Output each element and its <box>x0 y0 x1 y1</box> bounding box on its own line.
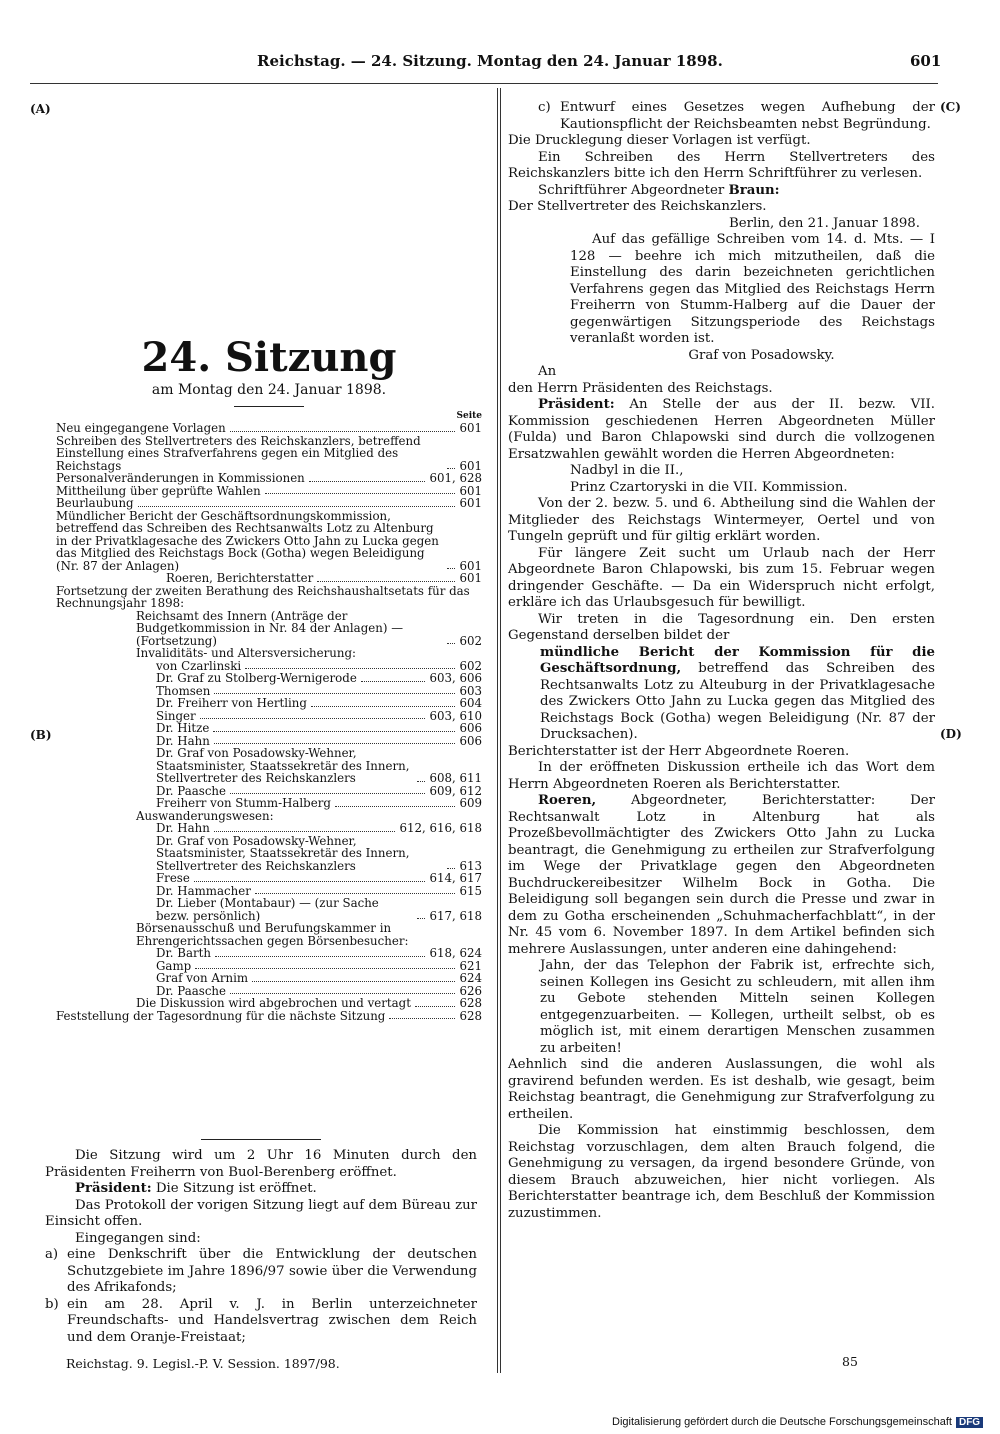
item-text: Entwurf eines Gesetzes wegen Aufhebung der Kautionspflicht der Reichsbeamten nebst Begründung. <box>560 100 935 132</box>
margin-mark-b: (B) <box>30 728 52 742</box>
toc-dot-leader <box>265 493 456 494</box>
agenda-paragraph: Wir treten in die Tagesordnung ein. Den ersten Gegenstand derselben bildet der <box>508 611 935 643</box>
toc-entry <box>56 1010 482 1023</box>
toc-dot-leader <box>230 793 425 794</box>
toc-entry <box>56 872 482 885</box>
toc-entry-text: Dr. Barth <box>156 946 211 960</box>
letter-signature: Graf von Posadowsky. <box>688 347 835 363</box>
toc-dot-leader <box>317 581 455 582</box>
toc-dot-leader <box>389 1018 455 1019</box>
discussion-paragraph: In der eröffneten Diskussion ertheile ich das Wort dem Herrn Abgeordneten Roeren als Berichterstatter. <box>508 760 935 792</box>
received-paragraph: Eingegangen sind: <box>75 1230 201 1246</box>
toc-entry-page: 606 <box>459 733 482 748</box>
toc-entry-page: 617, 618 <box>429 908 482 923</box>
toc-entry-text: Schreiben des Stellvertreters des Reichskanzlers, betreffend Einstellung eines Strafverfahrens gegen ein Mitglied des Reichstags <box>56 433 421 473</box>
president-opening-text: Die Sitzung ist eröffnet. <box>151 1181 317 1196</box>
commission-paragraph: Die Kommission hat einstimmig beschlossen, dem Reichstag vorzuschlagen, dem alten Brauch folgend, die Genehmigung zu versagen, da irgend besondere Gründe, von diesem Brauch abzuweichen, hier nicht vorliegen. Als Berichterstatter beantrage ich, dem Beschluß der Kommission zuzustimmen. <box>508 1123 935 1221</box>
speaker-label: Präsident: <box>75 1181 152 1196</box>
toc-entry-text: Thomsen <box>156 683 211 698</box>
election-2: Prinz Czartoryski in die VII. Kommission. <box>570 479 848 495</box>
toc-entry-text: Dr. Graf von Posadowsky-Wehner, Staatsminister, Staatssekretär des Innern, Stellvertreter des Reichskanzlers <box>156 746 410 785</box>
toc-entry-page: 613 <box>459 858 482 873</box>
toc-dot-leader <box>138 506 456 507</box>
toc-entry-text: Roeren, Berichterstatter <box>166 571 314 585</box>
toc-dot-leader <box>255 893 456 894</box>
column-divider <box>497 88 498 1373</box>
toc-entry <box>56 497 482 510</box>
toc-dot-leader <box>230 993 455 994</box>
toc-dot-leader <box>447 643 455 644</box>
toc-entry <box>56 572 482 585</box>
session-date: am Montag den 24. Januar 1898. <box>151 382 387 398</box>
toc-entry-page: 601 <box>459 458 482 473</box>
toc-entry-page: 615 <box>459 883 482 898</box>
toc-entry-text: Beurlaubung <box>56 496 134 510</box>
election-1: Nadbyl in die II., <box>570 463 684 478</box>
margin-mark-c: (C) <box>940 100 961 114</box>
elections-paragraph: Von der 2. bezw. 5. und 6. Abtheilung sind die Wahlen der Mitglieder des Reichstags Wintermeyer, Oertel und von Tungeln geprüft und für giltig erklärt worden. <box>508 496 935 544</box>
toc-entry-text: Dr. Graf von Posadowsky-Wehner, Staatsminister, Staatssekretär des Innern, Stellvertreter des Reichskanzlers <box>156 833 410 873</box>
toc-entry <box>56 835 482 873</box>
toc-entry-page: 612, 616, 618 <box>399 821 482 835</box>
toc-dot-leader <box>214 831 396 832</box>
toc-entry-text: Frese <box>156 871 190 885</box>
toc-entry-text: Mündlicher Bericht der Geschäftsordnungskommission, betreffend das Schreiben des Rechtsanwalts Lotz zu Altenburg in der Privatklagesache des Zwickers Otto Jahn zu Lucka gegen das Mitglied des Reichstags Bock (Gotha) wegen Beleidigung (Nr. 87 der Anlagen) <box>56 508 439 573</box>
speaker-label: Roeren, <box>538 793 597 808</box>
toc-entry-text: Dr. Freiherr von Hertling <box>156 696 307 710</box>
margin-mark-d: (D) <box>940 727 962 741</box>
item-label: c) <box>538 100 551 115</box>
left-column <box>56 335 482 1022</box>
toc-entry-text: Dr. Hahn <box>156 821 210 835</box>
toc-dot-leader <box>245 668 455 669</box>
toc-entry-text: Invaliditäts- und Altersversicherung: <box>136 646 356 660</box>
toc-dot-leader <box>335 806 456 807</box>
toc-entry-page: 601 <box>459 421 482 435</box>
toc-entry <box>56 960 482 973</box>
toc-entry-text: Die Diskussion wird abgebrochen und vertagt <box>136 996 411 1010</box>
toc-entry-page: 621 <box>459 958 482 973</box>
toc-entry <box>56 472 482 485</box>
toc-entry-text: von Czarlinski <box>156 658 242 673</box>
toc-entry-text: Freiherr von Stumm-Halberg <box>156 796 331 810</box>
toc-entry <box>56 747 482 785</box>
opening-separator <box>201 1139 321 1140</box>
toc-dot-leader <box>415 1006 456 1007</box>
toc-entry-page: 601 <box>459 496 482 510</box>
toc-entry <box>56 897 482 922</box>
toc-dot-leader <box>230 431 456 432</box>
similar-paragraph: Aehnlich sind die anderen Auslassungen, die wohl als gravirend befunden werden. Es ist deshalb, wie gesagt, beim Reichstag beantragt, die Genehmigung zur Strafverfolgung zu ertheilen. <box>508 1057 935 1122</box>
toc-entry-text: Reichsamt des Innern (Anträge der Budgetkommission in Nr. 84 der Anlagen) — (Fortsetzung) <box>136 608 403 648</box>
toc-entry-text: Dr. Paasche <box>156 983 227 998</box>
session-footer: Reichstag. 9. Legisl.-P. V. Session. 1897/98. <box>66 1356 340 1371</box>
secretary-line <box>508 183 935 200</box>
received-item-c <box>508 100 935 133</box>
margin-mark-a: (A) <box>30 102 51 116</box>
received-item-a <box>45 1247 477 1297</box>
toc-entry <box>56 647 482 660</box>
left-opening <box>45 1139 477 1346</box>
signature-number: 85 <box>842 1354 858 1369</box>
seite-label: Seite <box>456 411 482 421</box>
toc-dot-leader <box>309 481 426 482</box>
toc-entry-text: Börsenausschuß und Berufungskammer in Ehrengerichtssachen gegen Börsenbesucher: <box>136 921 409 948</box>
toc-dot-leader <box>447 468 455 469</box>
toc-entry-page: 603, 606 <box>429 671 482 685</box>
toc-entry <box>56 922 482 947</box>
quoted-article: Jahn, der das Telephon der Fabrik ist, erfrechte sich, seinen Kollegen ins Gesicht zu schleudern, mit allen ihm zu Gebote stehenden Mitteln seinen Kollegen entgegenzuarbeiten. — Kollegen, urtheilt selbst, ob es möglich ist, mit einem derartigen Menschen zusammen zu arbeiten! <box>540 958 935 1056</box>
toc-entry-page: 603 <box>459 683 482 698</box>
toc-dot-leader <box>252 981 455 982</box>
toc-entry <box>56 585 482 610</box>
session-title: 24. Sitzung <box>141 334 397 381</box>
toc-entry-text: Graf von Arnim <box>156 971 249 985</box>
toc-entry <box>56 997 482 1010</box>
item-text: eine Denkschrift über die Entwicklung der deutschen Schutzgebiete im Jahre 1896/97 sowie über die Verwendung des Afrikafonds; <box>67 1247 477 1295</box>
received-item-b <box>45 1297 477 1347</box>
toc-entry-page: 601 <box>459 483 482 498</box>
letter-recipient: den Herrn Präsidenten des Reichstags. <box>508 380 773 396</box>
toc-entry <box>56 710 482 723</box>
letter-date: Berlin, den 21. Januar 1898. <box>728 215 920 231</box>
president-announcement-text: An Stelle der aus der II. bezw. VII. Kommission geschiedenen Herren Abgeordneten Müller (Fulda) und Baron Chlapowski sind durch die vollzogenen Ersatzwahlen gewählt worden die Herren Abgeordneten: <box>508 397 935 462</box>
toc-entry-text: Fortsetzung der zweiten Berathung des Reichshaushaltsetats für das Rechnungsjahr 1898: <box>56 583 470 610</box>
leave-paragraph: Für längere Zeit sucht um Urlaub nach der Herr Abgeordnete Baron Chlapowski, bis zum 15. Februar wegen dringender Geschäfte. — Da ein Widerspruch nicht erfolgt, erkläre ich das Urlaubsgesuch für bewilligt. <box>508 545 935 610</box>
table-of-contents <box>56 422 482 1022</box>
toc-entry-page: 609 <box>459 796 482 810</box>
running-header: Reichstag. — 24. Sitzung. Montag den 24. Januar 1898. <box>257 52 723 70</box>
letter-body: Auf das gefällige Schreiben vom 14. d. Mts. — I 128 — beehre ich mich mitzutheilen, daß die Einstellung des darin bezeichneten gerichtlichen Verfahrens gegen das Mitglied des Reichstags Herrn Freiherrn von Stumm-Halberg auf die Dauer der gegenwärtigen Sitzungsperiode des Reichstags veranlaßt worden ist. <box>570 232 935 346</box>
item-text: ein am 28. April v. J. in Berlin unterzeichneter Freundschafts- und Handelsvertrag zwischen dem Reich und dem Oranje-Freistaat; <box>67 1296 477 1345</box>
opening-paragraph: Die Sitzung wird um 2 Uhr 16 Minuten durch den Präsidenten Freiherrn von Buol-Berenberg eröffnet. <box>45 1148 477 1180</box>
toc-entry <box>56 972 482 985</box>
toc-entry-text: Dr. Paasche <box>156 783 227 798</box>
toc-entry-page: 624 <box>459 971 482 985</box>
letter-an: An <box>538 364 557 379</box>
president-announcement <box>508 397 935 463</box>
rapporteur-paragraph: Berichterstatter ist der Herr Abgeordnete Roeren. <box>508 743 850 759</box>
report-text: betreffend das Schreiben des Rechtsanwalts Lotz zu Alteuburg in der Privatklagesache des Zwickers Otto Jahn zu Lucka gegen das Mitglied des Reichstags Bock (Gotha) wegen Beleidigung (Nr. 87 der Drucksachen). <box>540 661 935 742</box>
report-title: mündliche Bericht der Kommission für die Geschäftsordnung, <box>540 644 935 676</box>
roeren-speech-text: Abgeordneter, Berichterstatter: Der Rechtsanwalt Lotz in Altenburg hat als Prozeßbevollmächtigter des Zwickers Otto Jahn zu Lucka beantragt, die Genehmigung zu ertheilen zur Strafverfolgung im Wege der Privatklage gegen den Abgeordneten Buchdruckereibesitzer Wilhelm Bock in Gotha. Die Beleidigung soll begangen sein durch die Presse und zwar in dem zu Gotha erscheinenden „Schuhmacherfachblatt“, in der Nr. 45 vom 6. November 1897. In dem Artikel befinden sich mehrere Auslassungen, unter anderen eine dahingehend: <box>508 793 935 957</box>
digitization-credit <box>612 1416 983 1428</box>
report-paragraph <box>508 645 935 744</box>
toc-entry-page: 628 <box>459 996 482 1010</box>
toc-entry-page: 603, 610 <box>429 708 482 723</box>
right-column <box>508 100 935 1222</box>
header-rule <box>30 83 938 84</box>
toc-entry-text: Dr. Graf zu Stolberg-Wernigerode <box>156 671 357 685</box>
toc-entry <box>56 610 482 648</box>
toc-entry-text: Gamp <box>156 958 192 973</box>
toc-dot-leader <box>195 968 455 969</box>
toc-entry <box>56 510 482 573</box>
toc-entry <box>56 797 482 810</box>
toc-entry-page: 628 <box>459 1008 482 1023</box>
toc-entry <box>56 947 482 960</box>
toc-entry <box>56 422 482 435</box>
president-opening <box>45 1181 477 1198</box>
toc-entry <box>56 722 482 735</box>
toc-dot-leader <box>417 918 425 919</box>
toc-entry-page: 602 <box>459 658 482 673</box>
toc-dot-leader <box>194 881 426 882</box>
toc-dot-leader <box>214 743 456 744</box>
dfg-logo: DFG <box>956 1417 983 1428</box>
secretary-label: Schriftführer Abgeordneter <box>538 182 729 198</box>
toc-entry-text: Dr. Lieber (Montabaur) — (zur Sache bezw. persönlich) <box>156 896 379 923</box>
toc-entry-text: Dr. Hahn <box>156 733 210 748</box>
toc-dot-leader <box>447 568 455 569</box>
protocol-paragraph: Das Protokoll der vorigen Sitzung liegt auf dem Büreau zur Einsicht offen. <box>45 1197 477 1229</box>
toc-entry-text: Personalveränderungen in Kommissionen <box>56 471 305 485</box>
item-label: a) <box>45 1247 59 1262</box>
toc-dot-leader <box>213 731 455 732</box>
toc-entry <box>56 672 482 685</box>
credit-text: Digitalisierung gefördert durch die Deutsche Forschungsgemeinschaft <box>612 1416 952 1428</box>
speaker-label: Präsident: <box>538 397 615 412</box>
toc-entry-page: 601 <box>459 571 482 585</box>
column-divider-second <box>500 88 501 1373</box>
toc-entry-text: Mittheilung über geprüfte Wahlen <box>56 483 261 498</box>
toc-dot-leader <box>447 868 455 869</box>
toc-dot-leader <box>214 693 455 694</box>
letter-request: Ein Schreiben des Herrn Stellvertreters des Reichskanzlers bitte ich den Herrn Schriftführer zu verlesen. <box>508 149 935 181</box>
toc-dot-leader <box>361 681 426 682</box>
toc-entry-page: 626 <box>459 983 482 998</box>
toc-entry-page: 606 <box>459 721 482 735</box>
toc-entry-text: Dr. Hammacher <box>156 883 251 898</box>
secretary-name: Braun: <box>728 182 780 198</box>
toc-dot-leader <box>200 718 426 719</box>
toc-entry-text: Auswanderungswesen: <box>136 808 274 823</box>
item-label: b) <box>45 1296 59 1312</box>
toc-dot-leader <box>215 956 425 957</box>
toc-entry-page: 608, 611 <box>429 771 482 785</box>
toc-entry-text: Dr. Hitze <box>156 721 210 735</box>
toc-entry <box>56 697 482 710</box>
page-number: 601 <box>910 52 942 70</box>
printing-paragraph: Die Drucklegung dieser Vorlagen ist verfügt. <box>508 133 811 148</box>
toc-entry-page: 614, 617 <box>429 871 482 885</box>
toc-entry <box>56 822 482 835</box>
toc-entry-text: Feststellung der Tagesordnung für die nächste Sitzung <box>56 1008 386 1023</box>
toc-entry-page: 618, 624 <box>429 946 482 960</box>
toc-entry-page: 601 <box>459 558 482 573</box>
toc-dot-leader <box>311 706 456 707</box>
title-separator <box>234 406 304 407</box>
toc-entry-text: Neu eingegangene Vorlagen <box>56 421 226 435</box>
roeren-speech <box>508 793 935 958</box>
toc-entry-page: 601, 628 <box>429 471 482 485</box>
toc-entry-page: 609, 612 <box>429 783 482 798</box>
toc-dot-leader <box>417 781 425 782</box>
toc-entry-text: Singer <box>156 708 196 723</box>
letter-sender: Der Stellvertreter des Reichskanzlers. <box>508 199 767 214</box>
toc-entry-page: 602 <box>459 633 482 648</box>
toc-entry <box>56 435 482 473</box>
toc-entry-page: 604 <box>459 696 482 710</box>
